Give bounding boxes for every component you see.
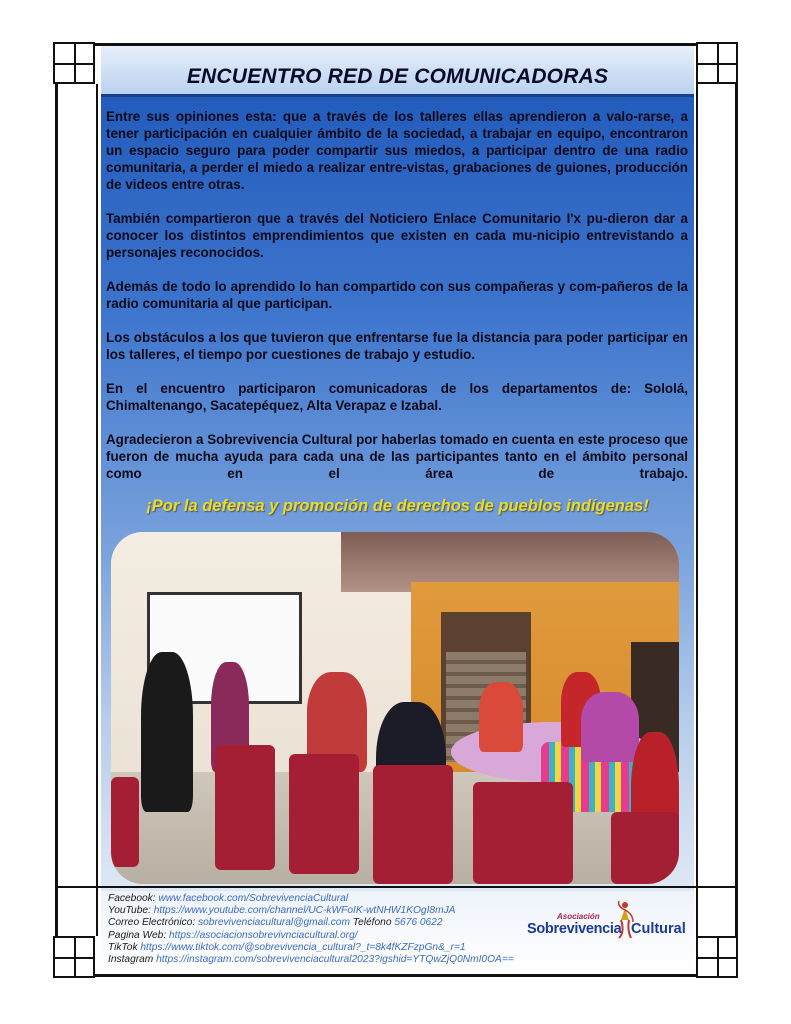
photo-chair (111, 777, 139, 867)
contact-footer (108, 893, 538, 966)
photo-person (581, 692, 639, 762)
facebook-label: Facebook: (108, 893, 156, 904)
paragraph: Entre sus opiniones esta: que a través de los talleres ellas aprendieron a valo-rarse, a tener participación en cualquier ámbito de la sociedad, a trabajar en equipo, encontraron un espacio seguro para poder compartir sus miedos, a participar dentro de una radio comunitaria, a perder el miedo a realizar entre-vistas, grabaciones de guiones, producción de videos entre otras. (106, 109, 688, 192)
footer-email-row (108, 917, 538, 929)
organization-logo (527, 900, 687, 942)
footer-youtube-row (108, 905, 538, 917)
tiktok-label: TikTok (108, 941, 138, 953)
paragraph: También compartieron que a través del Noticiero Enlace Comunitario I'x pu-dieron dar a conocer los distintos emprendimientos que existen en cada mu-nicipio entrevistando a personajes reconocidos. (106, 211, 688, 260)
paragraph: En el encuentro participaron comunicadoras de los departamentos de: Sololá, Chimaltenango, Sacatepéquez, Alta Verapaz e Izabal. (106, 381, 688, 413)
meeting-photo (111, 532, 679, 884)
corner-ornament-top-left (53, 42, 95, 84)
footer-instagram-row (108, 954, 538, 966)
logo-word-1: Sobrevivencia (527, 921, 622, 937)
instagram-link[interactable]: https://instagram.com/sobrevivenciacultural2023?igshid=YTQwZjQ0NmI0OA== (156, 954, 514, 966)
footer-facebook-row (108, 893, 538, 905)
paragraph: Agradecieron a Sobrevivencia Cultural por haberlas tomado en cuenta en este proceso que fueron de mucha ayuda para cada una de las participantes tanto en el ámbito personal como en el área de trabajo. (106, 432, 688, 481)
photo-chair (473, 782, 573, 884)
logo-word-2: Cultural (631, 921, 686, 937)
youtube-link[interactable]: https://www.youtube.com/channel/UC-kWFoIK-wtNHW1KOgI8mJA (153, 905, 456, 917)
footer-tiktok-row (108, 942, 538, 954)
logo-prefix: Asociación (557, 912, 600, 921)
frame-inner-line-right (696, 84, 698, 936)
footer-web-row (108, 930, 538, 942)
youtube-label: YouTube: (108, 905, 151, 917)
article-body (106, 108, 688, 499)
paragraph: Los obstáculos a los que tuvieron que enfrentarse fue la distancia para poder participar en los talleres, el tiempo por cuestiones de trabajo y estudio. (106, 330, 688, 362)
photo-chair (611, 812, 679, 884)
photo-chair (215, 745, 275, 870)
corner-ornament-top-right (696, 42, 738, 84)
footer-divider (55, 886, 738, 888)
corner-ornament-bottom-right (696, 936, 738, 978)
photo-chair (373, 765, 453, 884)
facebook-link[interactable]: www.facebook.com/SobrevivenciaCultural (158, 893, 349, 904)
email-link[interactable]: sobrevivenciacultural@gmail.com (198, 917, 350, 929)
photo-person (141, 652, 193, 812)
web-label: Pagina Web: (108, 929, 167, 941)
page-title: ENCUENTRO RED DE COMUNICADORAS (186, 65, 609, 88)
phone-label: Teléfono (352, 917, 392, 929)
slogan: ¡Por la defensa y promoción de derechos de pueblos indígenas! (146, 497, 649, 515)
tiktok-link[interactable]: https://www.tiktok.com/@sobrevivencia_cultural?_t=8k4fKZFzpGn&_r=1 (140, 941, 466, 953)
email-label: Correo Electrónico: (108, 917, 196, 929)
web-link[interactable]: https://asociacionsobrevivnciacultural.org/ (169, 929, 358, 941)
photo-person (479, 682, 523, 752)
phone-value: 5676 0622 (394, 917, 443, 929)
photo-chair (289, 754, 359, 874)
instagram-label: Instagram (108, 954, 154, 966)
paragraph: Además de todo lo aprendido lo han compartido con sus compañeras y com-pañeros de la radio comunitaria al que participan. (106, 279, 688, 311)
frame-inner-line-left (96, 84, 98, 936)
corner-ornament-bottom-left (53, 936, 95, 978)
